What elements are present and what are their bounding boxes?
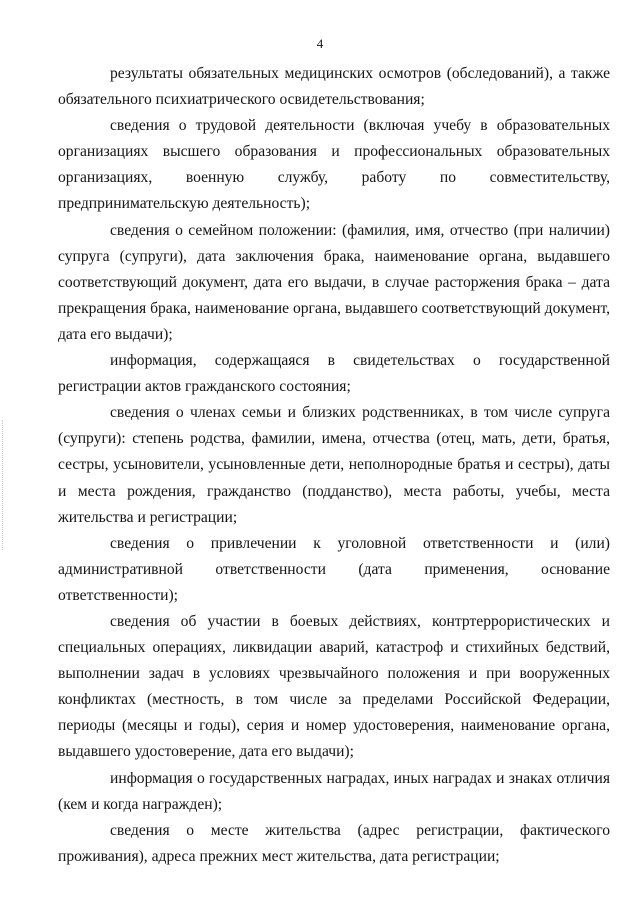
paragraph-medical-exams: результаты обязательных медицинских осмотров (обследований), а также обязательного психиатрического освидетельствования; bbox=[58, 65, 610, 109]
paragraph-work-history: сведения о трудовой деятельности (включая учебу в образовательных организациях высшего образования и профессиональных образовательных организациях, военную службу, работу по совместительству, предпринимательскую деятельность); bbox=[58, 117, 610, 213]
page-number: 4 bbox=[316, 36, 324, 51]
paragraph-family-members: сведения о членах семьи и близких родственниках, в том числе супруга (супруги): степень родства, фамилии, имена, отчества (отец, мать, дети, братья, сестры, усыновители, усыновленные дети, неполнородные братья и сестры), даты и места рождения, гражданство (подданство), места работы, учебы, места жительства и регистрации; bbox=[58, 404, 610, 526]
document-body bbox=[58, 61, 610, 870]
paragraph-civil-records: информация, содержащаяся в свидетельствах о государственной регистрации актов гражданского состояния; bbox=[58, 352, 610, 396]
paragraph-awards: информация о государственных наградах, иных наградах и знаках отличия (кем и когда награжден); bbox=[58, 769, 610, 813]
paragraph-combat-participation: сведения об участии в боевых действиях, контртеррористических и специальных операциях, ликвидации аварий, катастроф и стихийных бедствий, выполнении задач в условиях чрезвычайного положения и при вооруженных конфликтах (местность, в том числе за пределами Российской Федерации, периоды (месяцы и годы), серия и номер удостоверения, наименование органа, выдавшего удостоверение, дата его выдачи); bbox=[58, 612, 610, 761]
paragraph-residence: сведения о месте жительства (адрес регистрации, фактического проживания), адреса прежних мест жительства, дата регистрации; bbox=[58, 821, 610, 865]
paragraph-liability: сведения о привлечении к уголовной ответственности и (или) административной ответственности (дата применения, основание ответственности); bbox=[58, 534, 610, 604]
scan-margin-marks bbox=[2, 420, 6, 550]
paragraph-marital-status: сведения о семейном положении: (фамилия, имя, отчество (при наличии) супруга (супруги), дата заключения брака, наименование органа, выдавшего соответствующий документ, дата его выдачи, в случае расторжения брака – дата прекращения брака, наименование органа, выдавшего соответствующий документ, дата его выдачи); bbox=[58, 221, 610, 343]
